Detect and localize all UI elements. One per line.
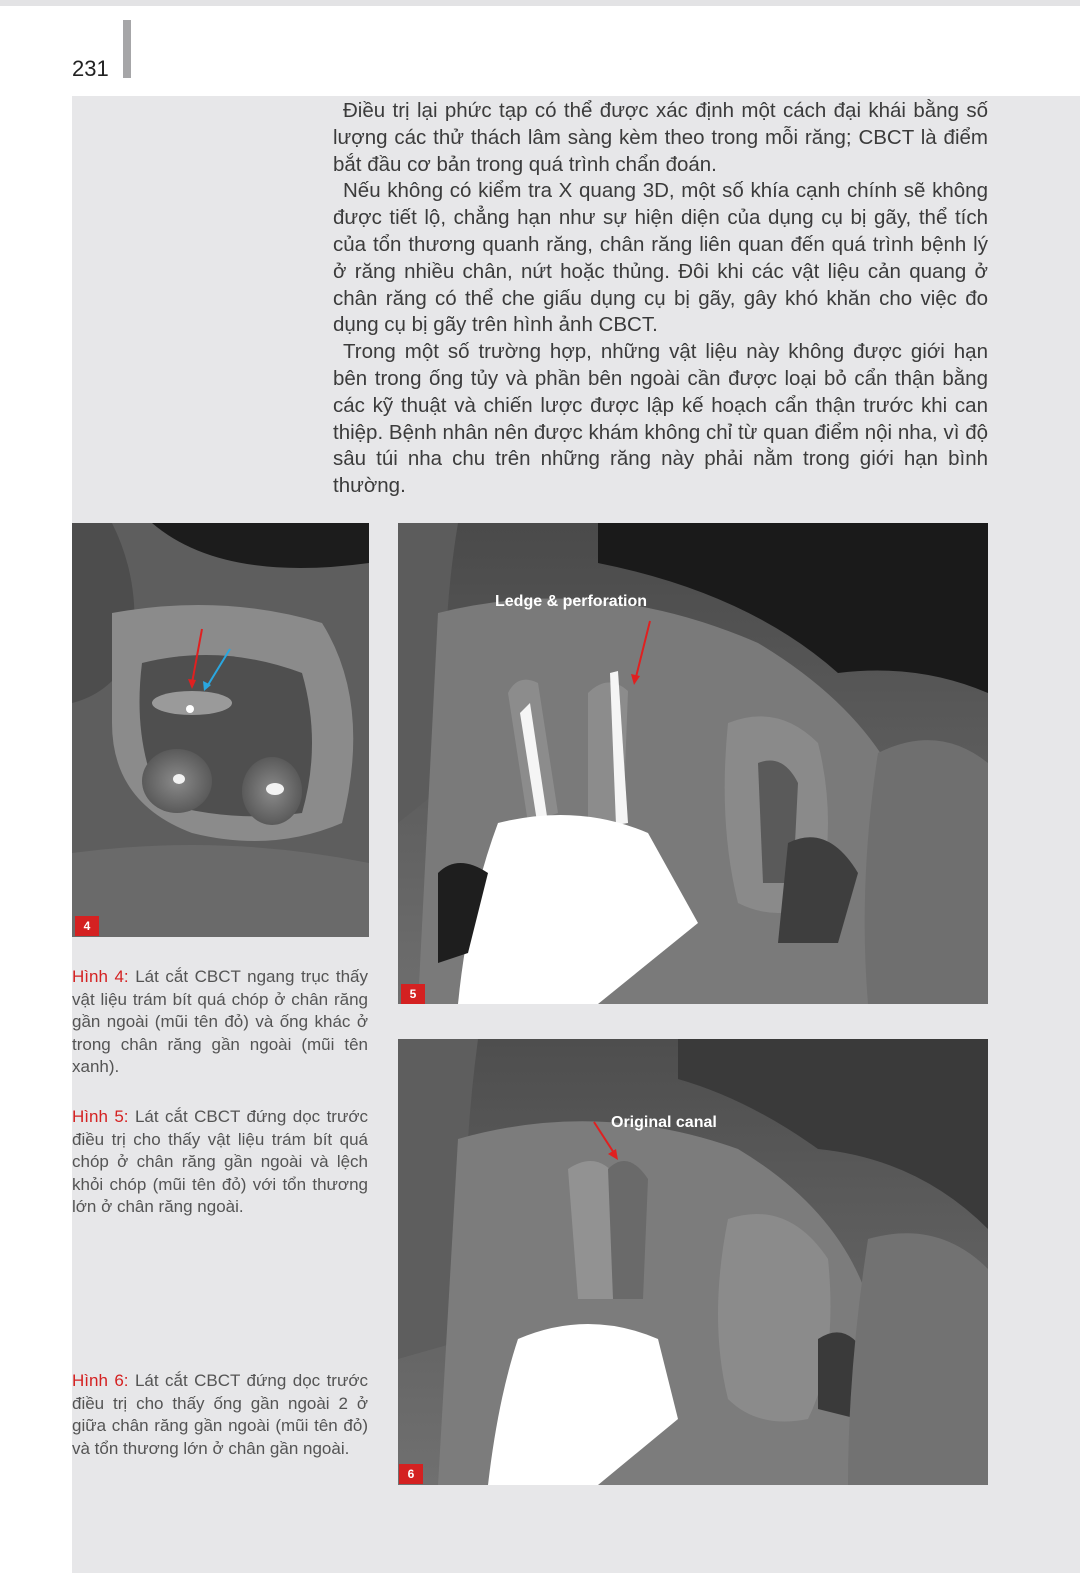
caption-title: Hình 5: xyxy=(72,1107,129,1126)
caption-title: Hình 6: xyxy=(72,1371,129,1390)
figure-5-caption xyxy=(72,1106,368,1219)
caption-text: Lát cắt CBCT ngang trục thấy vật liệu trám bít quá chóp ở chân răng gần ngoài (mũi tên đỏ) và ống khác ở trong chân răng gần ngoài (mũi tên xanh). xyxy=(72,967,368,1077)
caption-title: Hình 4: xyxy=(72,967,129,986)
body-paragraph: Nếu không có kiểm tra X quang 3D, một số khía cạnh chính sẽ không được tiết lộ, chẳng hạn như sự hiện diện của dụng cụ bị gãy, thể tích của tổn thương quanh răng, chân răng liên quan đến quá trình bệnh lý ở răng nhiều chân, nứt hoặc thủng. Đôi khi các vật liệu cản quang ở chân răng có thể che giấu dụng cụ bị gãy, gây khó khăn cho việc đo dụng cụ bị gãy trên hình ảnh CBCT. xyxy=(333,179,988,337)
figure-annotation-label: Ledge & perforation xyxy=(495,593,648,610)
caption-text: Lát cắt CBCT đứng dọc trước điều trị cho thấy vật liệu trám bít quá chóp ở chân răng gần ngoài và lệch khỏi chóp (mũi tên đỏ) với tổn thương lớn ở chân răng ngoài. xyxy=(72,1107,369,1217)
cbct-axial-scan xyxy=(72,523,369,937)
figure-annotation-label: Original canal xyxy=(611,1114,717,1131)
figure-6-image xyxy=(398,1039,988,1485)
page-number: 231 xyxy=(72,56,109,81)
figure-6-caption xyxy=(72,1370,368,1460)
body-text xyxy=(333,98,988,500)
figure-number-badge: 6 xyxy=(399,1464,423,1484)
figure-4-image xyxy=(72,523,369,937)
figure-4-caption xyxy=(72,966,368,1079)
figure-5-image xyxy=(398,523,988,1004)
cbct-sagittal-scan xyxy=(398,1039,988,1485)
figure-number-badge: 5 xyxy=(401,984,425,1004)
caption-text: Lát cắt CBCT đứng dọc trước điều trị cho thấy ống gần ngoài 2 ở giữa chân răng gần ngoài (mũi tên đỏ) và tổn thương lớn ở chân gần ngoài. xyxy=(72,1371,369,1458)
page-number-bar xyxy=(123,20,131,78)
figure-number-badge: 4 xyxy=(75,916,99,936)
cbct-sagittal-scan xyxy=(398,523,988,1004)
side-margin-mark xyxy=(0,30,6,160)
top-strip xyxy=(0,0,1080,6)
body-paragraph: Trong một số trường hợp, những vật liệu này không được giới hạn bên trong ống tủy và phần bên ngoài cần được loại bỏ cẩn thận bằng các kỹ thuật và chiến lược được lập kế hoạch cẩn thận trước khi can thiệp. Bệnh nhân nên được khám không chỉ từ quan điểm nội nha, vì độ sâu túi nha chu trên những răng này phải nằm trong giới hạn bình thường. xyxy=(333,340,988,498)
body-paragraph: Điều trị lại phức tạp có thể được xác định một cách đại khái bằng số lượng các thử thách lâm sàng kèm theo trong mỗi răng; CBCT là điểm bắt đầu cơ bản trong quá trình chẩn đoán. xyxy=(333,99,988,176)
